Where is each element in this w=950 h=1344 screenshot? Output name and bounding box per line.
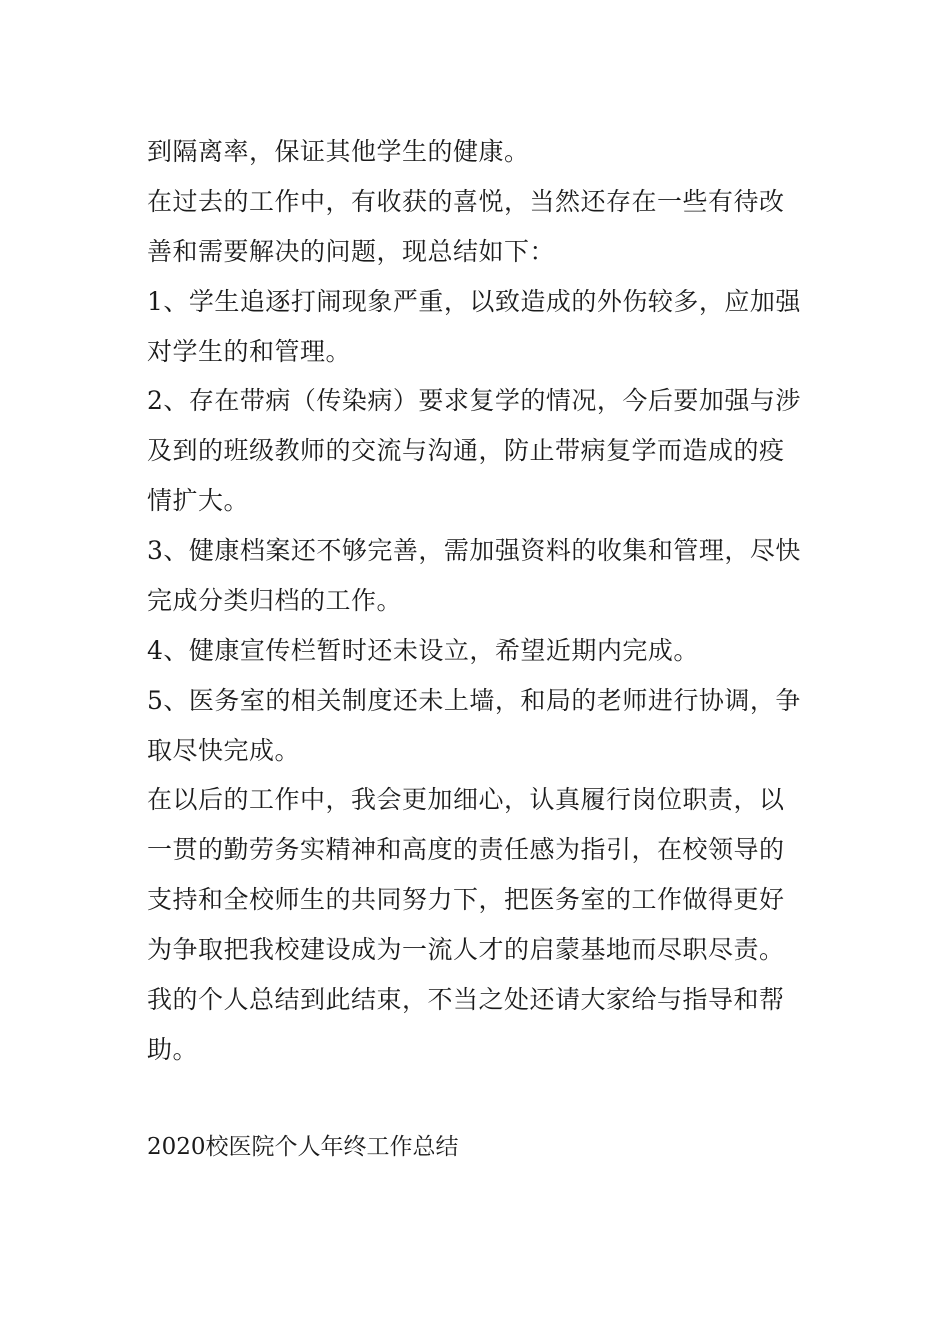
text-line: 对学生的和管理。 — [147, 337, 352, 366]
text-line: 我的个人总结到此结束，不当之处还请大家给与指导和帮 — [147, 985, 785, 1014]
text-line: 在过去的工作中，有收获的喜悦，当然还存在一些有待改 — [147, 187, 785, 216]
text-line: 取尽快完成。 — [147, 736, 301, 765]
text-line: 在以后的工作中，我会更加细心，认真履行岗位职责，以 — [147, 785, 785, 814]
text-line: 完成分类归档的工作。 — [147, 586, 403, 615]
text-line: 3、健康档案还不够完善，需加强资料的收集和管理，尽快 — [147, 536, 801, 565]
text-line: 一贯的勤劳务实精神和高度的责任感为指引，在校领导的 — [147, 835, 785, 864]
text-line: 及到的班级教师的交流与沟通，防止带病复学而造成的疫 — [147, 436, 785, 465]
text-line: 助。 — [147, 1035, 199, 1064]
text-line: 情扩大。 — [147, 486, 250, 515]
text-line: 善和需要解决的问题，现总结如下： — [147, 237, 556, 266]
text-line: 为争取把我校建设成为一流人才的启蒙基地而尽职尽责。 — [147, 935, 785, 964]
section-title: 2020校医院个人年终工作总结 — [147, 1134, 459, 1160]
text-line: 5、医务室的相关制度还未上墙，和局的老师进行协调，争 — [147, 686, 801, 715]
text-line: 4、健康宣传栏暂时还未设立，希望近期内完成。 — [147, 636, 699, 665]
text-line: 到隔离率，保证其他学生的健康。 — [147, 137, 530, 166]
text-line: 支持和全校师生的共同努力下，把医务室的工作做得更好 — [147, 885, 785, 914]
text-line: 2、存在带病（传染病）要求复学的情况，今后要加强与涉 — [147, 386, 801, 415]
text-line: 1、学生追逐打闹现象严重，以致造成的外伤较多，应加强 — [147, 287, 801, 316]
